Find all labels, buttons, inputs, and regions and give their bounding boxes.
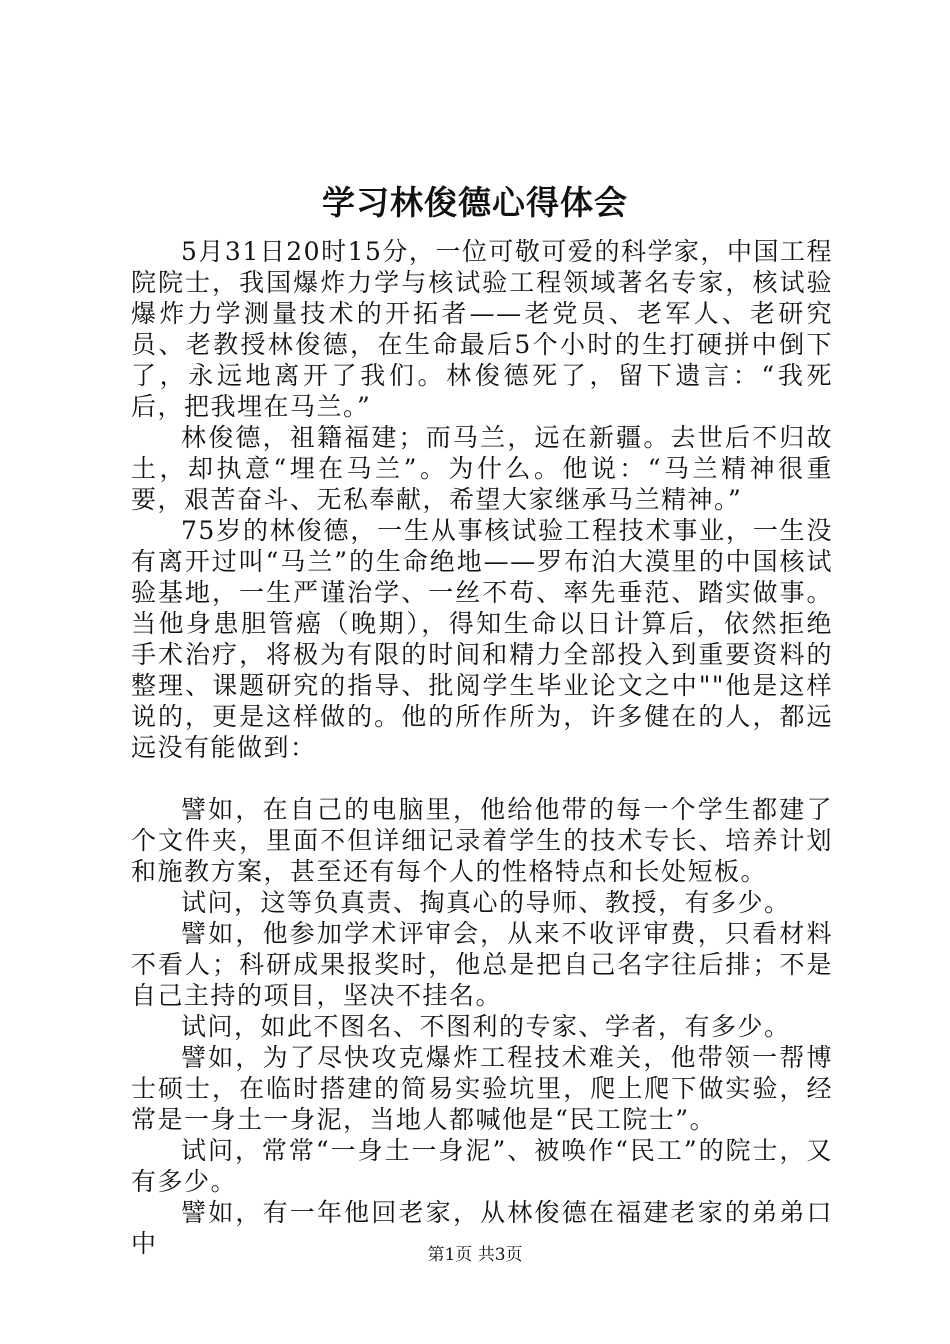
- paragraph-2: 林俊德，祖籍福建；而马兰，远在新疆。去世后不归故土，却执意“埋在马兰”。为什么。他说：“马兰精神很重要，艰苦奋斗、无私奉献，希望大家继承马兰精神。”: [131, 423, 833, 514]
- paragraph-1: 5月31日20时15分，一位可敬可爱的科学家，中国工程院院士，我国爆炸力学与核试验工程领域著名专家，核试验爆炸力学测量技术的开拓者——老党员、老军人、老研究员、老教授林俊德，在生命最后5个小时的生打硬拼中倒下了，永远地离开了我们。林俊德死了，留下遗言：“我死后，把我埋在马兰。”: [131, 237, 833, 421]
- page-footer: 第1页 共3页: [427, 1245, 523, 1265]
- paragraph-8: 譬如，为了尽快攻克爆炸工程技术难关，他带领一帮博士硕士，在临时搭建的简易实验坑里，爬上爬下做实验，经常是一身土一身泥，当地人都喊他是“民工院士”。: [131, 1043, 833, 1134]
- paragraph-6: 譬如，他参加学术评审会，从来不收评审费，只看材料不看人；科研成果报奖时，他总是把自己名字往后排；不是自己主持的项目，坚决不挂名。: [131, 919, 833, 1010]
- paragraph-5: 试问，这等负真责、掏真心的导师、教授，有多少。: [181, 888, 791, 917]
- paragraph-7: 试问，如此不图名、不图利的专家、学者，有多少。: [181, 1012, 791, 1041]
- document-title: 学习林俊德心得体会: [322, 183, 628, 222]
- paragraph-9: 试问，常常“一身土一身泥”、被唤作“民工”的院士，又有多少。: [131, 1136, 833, 1196]
- paragraph-10: 譬如，有一年他回老家，从林俊德在福建老家的弟弟口中: [131, 1198, 833, 1258]
- paragraph-4: 譬如，在自己的电脑里，他给他带的每一个学生都建了个文件夹，里面不但详细记录着学生的技术专长、培养计划和施教方案，甚至还有每个人的性格特点和长处短板。: [131, 795, 833, 886]
- document-body: [131, 236, 833, 1259]
- paragraph-3: 75岁的林俊德，一生从事核试验工程技术事业，一生没有离开过叫“马兰”的生命绝地——罗布泊大漠里的中国核试验基地，一生严谨治学、一丝不苟、率先垂范、踏实做事。当他身患胆管癌（晚期），得知生命以日计算后，依然拒绝手术治疗，将极为有限的时间和精力全部投入到重要资料的整理、课题研究的指导、批阅学生毕业论文之中""他是这样说的，更是这样做的。他的所作所为，许多健在的人，都远远没有能做到：: [131, 516, 833, 762]
- blank-line: [131, 763, 833, 794]
